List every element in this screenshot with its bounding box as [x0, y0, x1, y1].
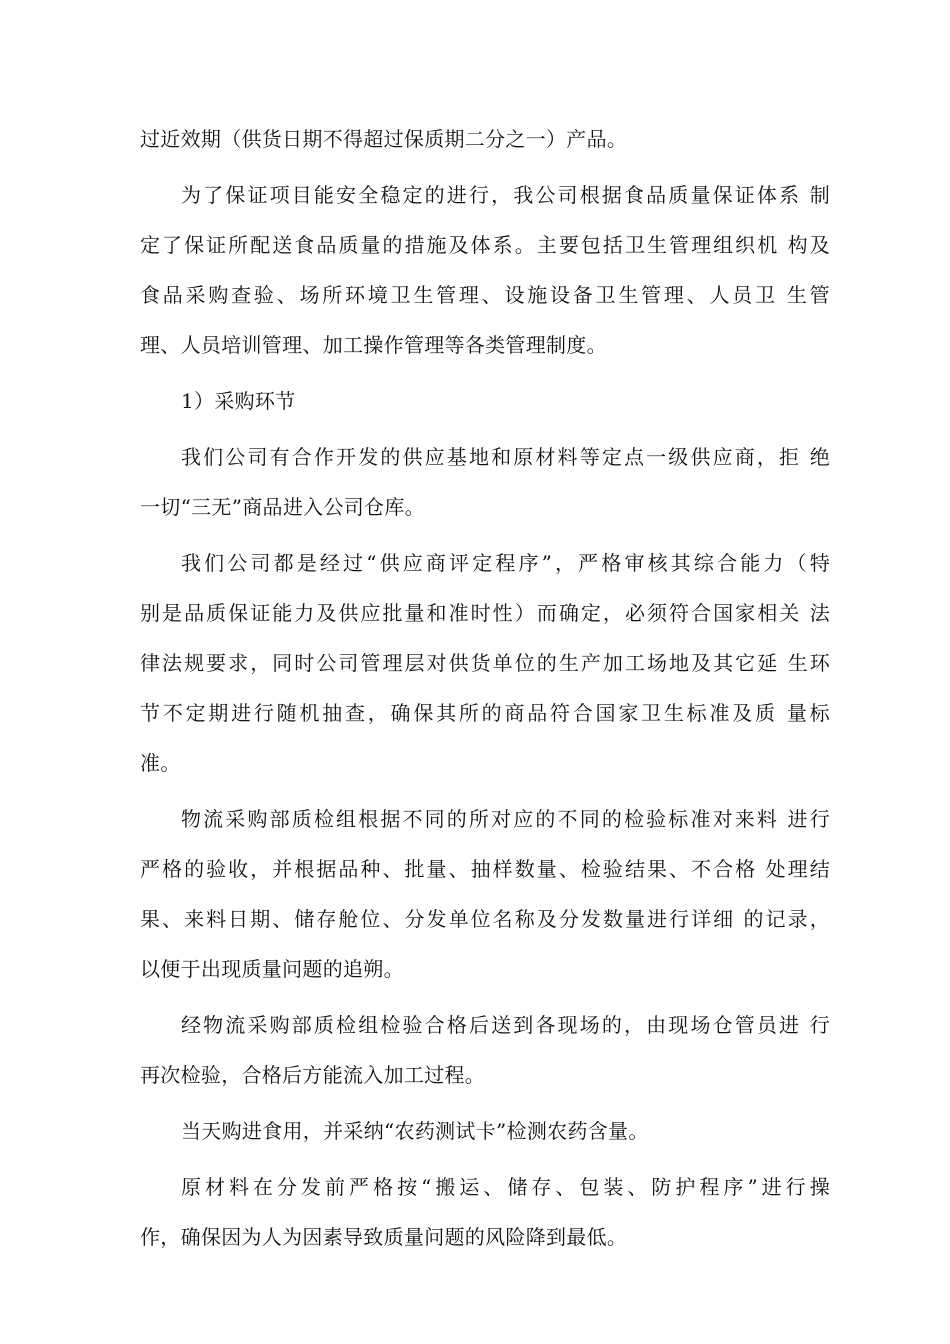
paragraph-line: 为了保证项目能安全稳定的进行，我公司根据食品质量保证体系 制 [181, 183, 830, 207]
paragraph-line: 再次检验，合格后方能流入加工过程。 [140, 1063, 486, 1087]
paragraph-line: 原材料在分发前严格按“搬运、储存、包装、防护程序”进行操 [181, 1175, 830, 1199]
paragraph-line: 一切“三无”商品进入公司仓库。 [140, 495, 425, 519]
paragraph-line: 我们公司有合作开发的供应基地和原材料等定点一级供应商，拒 绝 [181, 445, 830, 469]
paragraph-line: 我们公司都是经过“供应商评定程序”，严格审核其综合能力（特 [181, 551, 830, 575]
paragraph-line: 过近效期（供货日期不得超过保质期二分之一）产品。 [140, 127, 628, 151]
paragraph-line: 理、人员培训管理、加工操作管理等各类管理制度。 [140, 333, 607, 357]
document-body [140, 114, 830, 1262]
paragraph-line: 准。 [140, 751, 181, 775]
paragraph-line: 食品采购查验、场所环境卫生管理、设施设备卫生管理、人员卫 生管 [140, 283, 830, 307]
paragraph-line: 节不定期进行随机抽查，确保其所的商品符合国家卫生标准及质 量标 [140, 701, 830, 725]
paragraph-line: 严格的验收，并根据品种、批量、抽样数量、检验结果、不合格 处理结 [140, 857, 830, 881]
paragraph-line: 物流采购部质检组根据不同的所对应的不同的检验标准对来料 进行 [181, 807, 830, 831]
paragraph-line: 果、来料日期、储存舱位、分发单位名称及分发数量进行详细 的记录， [140, 907, 830, 931]
paragraph-line: 作，确保因为人为因素导致质量问题的风险降到最低。 [140, 1225, 628, 1249]
paragraph-line: 定了保证所配送食品质量的措施及体系。主要包括卫生管理组织机 构及 [140, 233, 830, 257]
paragraph-line: 当天购进食用，并采纳“农药测试卡”检测农药含量。 [181, 1119, 649, 1143]
paragraph-line: 别是品质保证能力及供应批量和准时性）而确定，必须符合国家相关 法 [140, 601, 830, 625]
paragraph-line: 律法规要求，同时公司管理层对供货单位的生产加工场地及其它延 生环 [140, 651, 830, 675]
paragraph-line: 经物流采购部质检组检验合格后送到各现场的，由现场仓管员进 行 [181, 1013, 830, 1037]
section-heading: 1）采购环节 [181, 389, 296, 413]
paragraph-line: 以便于出现质量问题的追朔。 [140, 957, 404, 981]
